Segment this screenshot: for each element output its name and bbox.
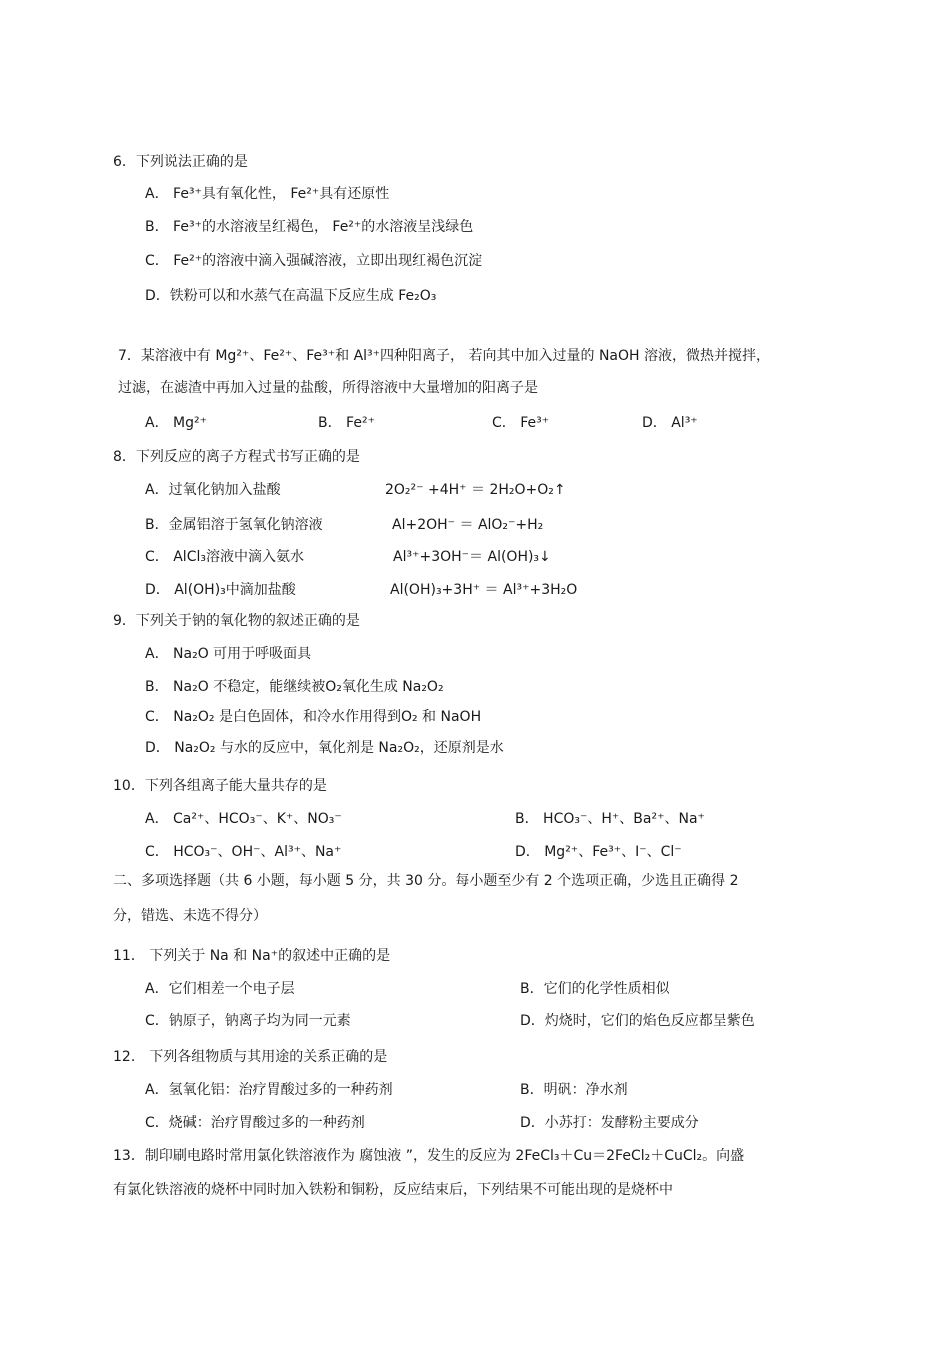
q8-stem: 8．下列反应的离子方程式书写正确的是 (113, 449, 360, 465)
q7-option-c: C． Fe³⁺ (492, 415, 550, 431)
q9-option-b: B． Na₂O 不稳定，能继续被O₂氧化生成 Na₂O₂ (145, 679, 444, 695)
q9-stem: 9．下列关于钠的氧化物的叙述正确的是 (113, 613, 360, 629)
q10-option-d: D． Mg²⁺、Fe³⁺、I⁻、Cl⁻ (515, 844, 682, 860)
q12-option-a: A．氢氧化铝：治疗胃酸过多的一种药剂 (145, 1082, 393, 1098)
q13-stem-line1: 13．制印刷电路时常用氯化铁溶液作为 腐蚀液 ”，发生的反应为 2FeCl₃＋Cu＝2FeCl₂＋CuCl₂。向盛 (113, 1148, 745, 1164)
q7-stem-line2: 过滤，在滤渣中再加入过量的盐酸，所得溶液中大量增加的阳离子是 (118, 380, 538, 396)
q13-stem-line2: 有氯化铁溶液的烧杯中同时加入铁粉和铜粉，反应结束后，下列结果不可能出现的是烧杯中 (113, 1182, 673, 1198)
q9-option-a: A． Na₂O 可用于呼吸面具 (145, 646, 312, 662)
q12-option-c: C．烧碱：治疗胃酸过多的一种药剂 (145, 1115, 365, 1131)
section2-heading-line1: 二、多项选择题（共 6 小题，每小题 5 分，共 30 分。每小题至少有 2 个选项正确，少选且正确得 2 (113, 873, 739, 889)
q10-option-c: C． HCO₃⁻、OH⁻、Al³⁺、Na⁺ (145, 844, 342, 860)
q9-option-c: C． Na₂O₂ 是白色固体，和冷水作用得到O₂ 和 NaOH (145, 709, 482, 725)
q6-option-c: C． Fe²⁺的溶液中滴入强碱溶液，立即出现红褐色沉淀 (145, 253, 483, 269)
q8-option-a-equation: 2O₂²⁻ +4H⁺ ＝ 2H₂O+O₂↑ (385, 482, 566, 498)
q8-option-b-equation: Al+2OH⁻ ＝ AlO₂⁻+H₂ (392, 517, 544, 533)
q6-stem: 6．下列说法正确的是 (113, 154, 248, 170)
q11-option-c: C．钠原子，钠离子均为同一元素 (145, 1013, 351, 1029)
q8-option-d-label: D． Al(OH)₃中滴加盐酸 (145, 582, 296, 598)
q6-option-a: A． Fe³⁺具有氧化性， Fe²⁺具有还原性 (145, 186, 390, 202)
q11-option-b: B．它们的化学性质相似 (520, 981, 670, 997)
q8-option-a-label: A．过氧化钠加入盐酸 (145, 482, 281, 498)
q6-option-b: B． Fe³⁺的水溶液呈红褐色， Fe²⁺的水溶液呈浅绿色 (145, 219, 474, 235)
q8-option-c-equation: Al³⁺+3OH⁻＝ Al(OH)₃↓ (393, 549, 551, 565)
q10-option-b: B． HCO₃⁻、H⁺、Ba²⁺、Na⁺ (515, 811, 705, 827)
q11-option-a: A．它们相差一个电子层 (145, 981, 295, 997)
q7-option-d: D． Al³⁺ (642, 415, 698, 431)
q7-option-b: B． Fe²⁺ (318, 415, 375, 431)
q8-option-c-label: C． AlCl₃溶液中滴入氨水 (145, 549, 304, 565)
q9-option-d: D． Na₂O₂ 与水的反应中，氧化剂是 Na₂O₂，还原剂是水 (145, 740, 504, 756)
q8-option-d-equation: Al(OH)₃+3H⁺ ＝ Al³⁺+3H₂O (390, 582, 578, 598)
q10-option-a: A． Ca²⁺、HCO₃⁻、K⁺、NO₃⁻ (145, 811, 342, 827)
q7-option-a: A． Mg²⁺ (145, 415, 207, 431)
section2-heading-line2: 分，错选、未选不得分） (113, 908, 267, 924)
q10-stem: 10．下列各组离子能大量共存的是 (113, 778, 327, 794)
q6-option-d: D．铁粉可以和水蒸气在高温下反应生成 Fe₂O₃ (145, 288, 437, 304)
q7-stem-line1: 7．某溶液中有 Mg²⁺、Fe²⁺、Fe³⁺和 Al³⁺四种阳离子， 若向其中加入过量的 NaOH 溶液，微热并搅拌， (118, 348, 770, 364)
q12-stem: 12． 下列各组物质与其用途的关系正确的是 (113, 1049, 388, 1065)
q11-stem: 11． 下列关于 Na 和 Na⁺的叙述中正确的是 (113, 948, 391, 964)
q12-option-d: D．小苏打：发酵粉主要成分 (520, 1115, 699, 1131)
q11-option-d: D．灼烧时，它们的焰色反应都呈紫色 (520, 1013, 755, 1029)
q12-option-b: B．明矾：净水剂 (520, 1082, 628, 1098)
q8-option-b-label: B．金属铝溶于氢氧化钠溶液 (145, 517, 323, 533)
